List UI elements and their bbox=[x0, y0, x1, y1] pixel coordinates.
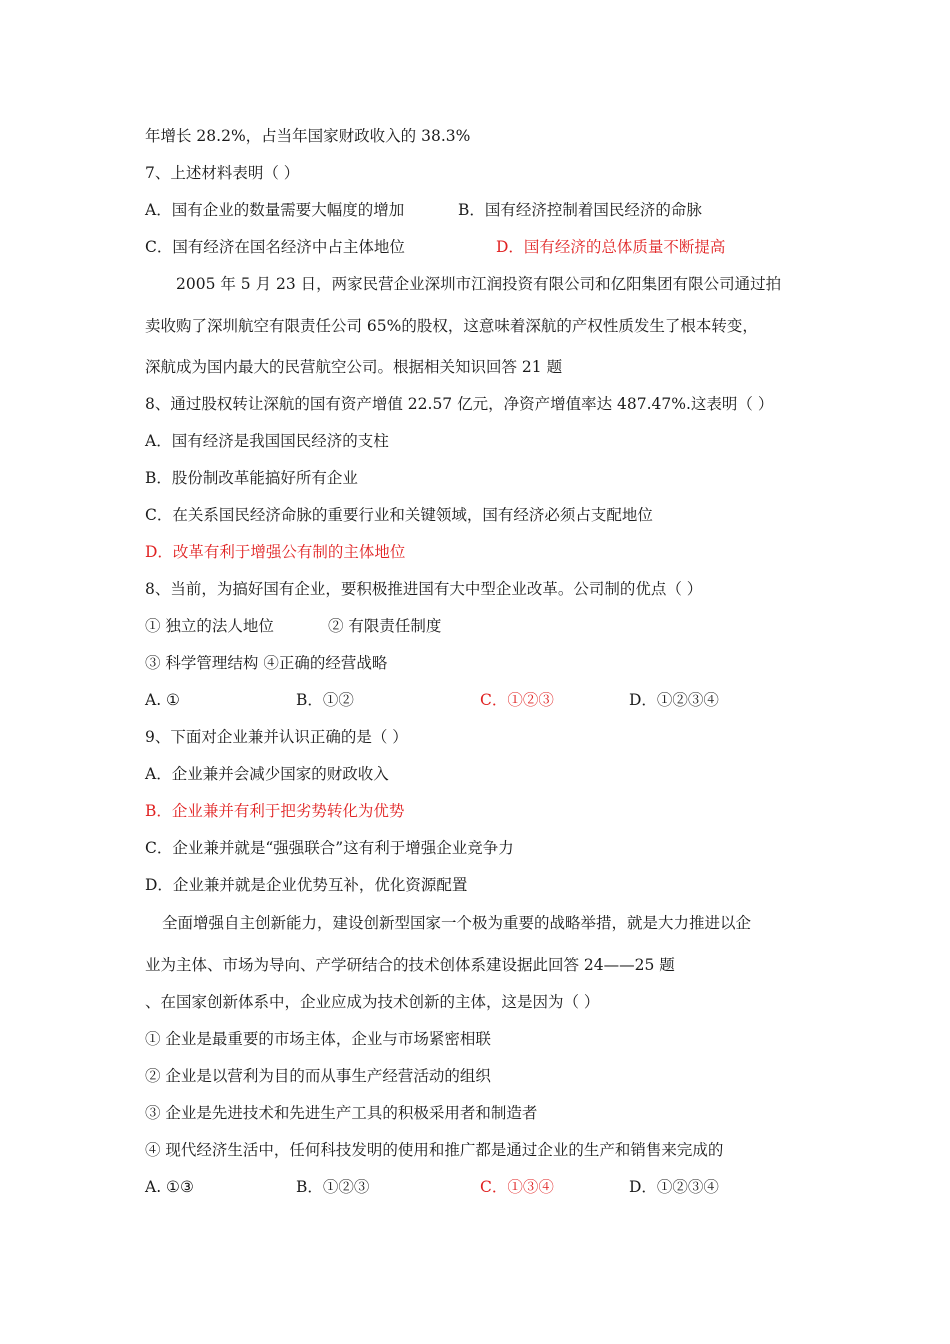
q7-option-d-answer: D．国有经济的总体质量不断提高 bbox=[496, 238, 726, 256]
q7-option-a: A．国有企业的数量需要大幅度的增加 bbox=[145, 201, 405, 219]
q8b-option-c-answer: C．①②③ bbox=[480, 691, 554, 709]
paragraph-line: 全面增强自主创新能力，建设创新型国家一个极为重要的战略举措，就是大力推进以企 bbox=[162, 914, 752, 932]
paragraph-line: 深航成为国内最大的民营航空公司。根据相关知识回答 21 题 bbox=[145, 358, 563, 376]
paragraph-line: 业为主体、市场为导向、产学研结合的技术创体系建设据此回答 24——25 题 bbox=[145, 956, 675, 974]
question-8b-stem: 8、当前，为搞好国有企业，要积极推进国有大中型企业改革。公司制的优点（ ） bbox=[145, 580, 703, 598]
question-8-stem: 8、通过股权转让深航的国有资产增值 22.57 亿元，净资产增值率达 487.47%.这表明（ ） bbox=[145, 395, 774, 413]
q9-option-d: D．企业兼并就是企业优势互补，优化资源配置 bbox=[145, 876, 468, 894]
text-line: 年增长 28.2%，占当年国家财政收入的 38.3% bbox=[145, 127, 471, 145]
q10-option-c-answer: C．①③④ bbox=[480, 1178, 554, 1196]
q9-option-c: C．企业兼并就是“强强联合”这有利于增强企业竞争力 bbox=[145, 839, 514, 857]
q8b-item-1: ① 独立的法人地位 bbox=[145, 617, 274, 635]
question-7-stem: 7、上述材料表明（ ） bbox=[145, 164, 300, 182]
q8-option-d-answer: D．改革有利于增强公有制的主体地位 bbox=[145, 543, 406, 561]
q8-option-a: A．国有经济是我国国民经济的支柱 bbox=[145, 432, 389, 450]
q9-option-b-answer: B．企业兼并有利于把劣势转化为优势 bbox=[145, 802, 405, 820]
q10-item-4: ④ 现代经济生活中，任何科技发明的使用和推广都是通过企业的生产和销售来完成的 bbox=[145, 1141, 724, 1159]
q10-item-2: ② 企业是以营利为目的而从事生产经营活动的组织 bbox=[145, 1067, 491, 1085]
q8-option-c: C．在关系国民经济命脉的重要行业和关键领域，国有经济必须占支配地位 bbox=[145, 506, 653, 524]
question-9-stem: 9、下面对企业兼并认识正确的是（ ） bbox=[145, 728, 408, 746]
q10-option-d: D．①②③④ bbox=[629, 1178, 719, 1196]
q8-option-b: B．股份制改革能搞好所有企业 bbox=[145, 469, 358, 487]
q10-option-b: B．①②③ bbox=[296, 1178, 370, 1196]
paragraph-line: 卖收购了深圳航空有限责任公司 65%的股权，这意味着深航的产权性质发生了根本转变， bbox=[145, 317, 758, 335]
q8b-option-a: A. ① bbox=[145, 691, 180, 709]
q8b-items-3-4: ③ 科学管理结构 ④正确的经营战略 bbox=[145, 654, 388, 672]
q10-item-3: ③ 企业是先进技术和先进生产工具的积极采用者和制造者 bbox=[145, 1104, 538, 1122]
q9-option-a: A．企业兼并会减少国家的财政收入 bbox=[145, 765, 389, 783]
paragraph-line: 2005 年 5 月 23 日，两家民营企业深圳市江润投资有限公司和亿阳集团有限公司通过拍 bbox=[176, 275, 782, 293]
q8b-item-2: ② 有限责任制度 bbox=[328, 617, 442, 635]
q7-option-b: B．国有经济控制着国民经济的命脉 bbox=[458, 201, 702, 219]
q10-option-a: A. ①③ bbox=[145, 1178, 194, 1196]
q8b-option-d: D．①②③④ bbox=[629, 691, 719, 709]
q8b-option-b: B．①② bbox=[296, 691, 354, 709]
q7-option-c: C．国有经济在国名经济中占主体地位 bbox=[145, 238, 405, 256]
question-10-stem: 、在国家创新体系中，企业应成为技术创新的主体，这是因为（ ） bbox=[145, 993, 600, 1011]
q10-item-1: ① 企业是最重要的市场主体，企业与市场紧密相联 bbox=[145, 1030, 491, 1048]
